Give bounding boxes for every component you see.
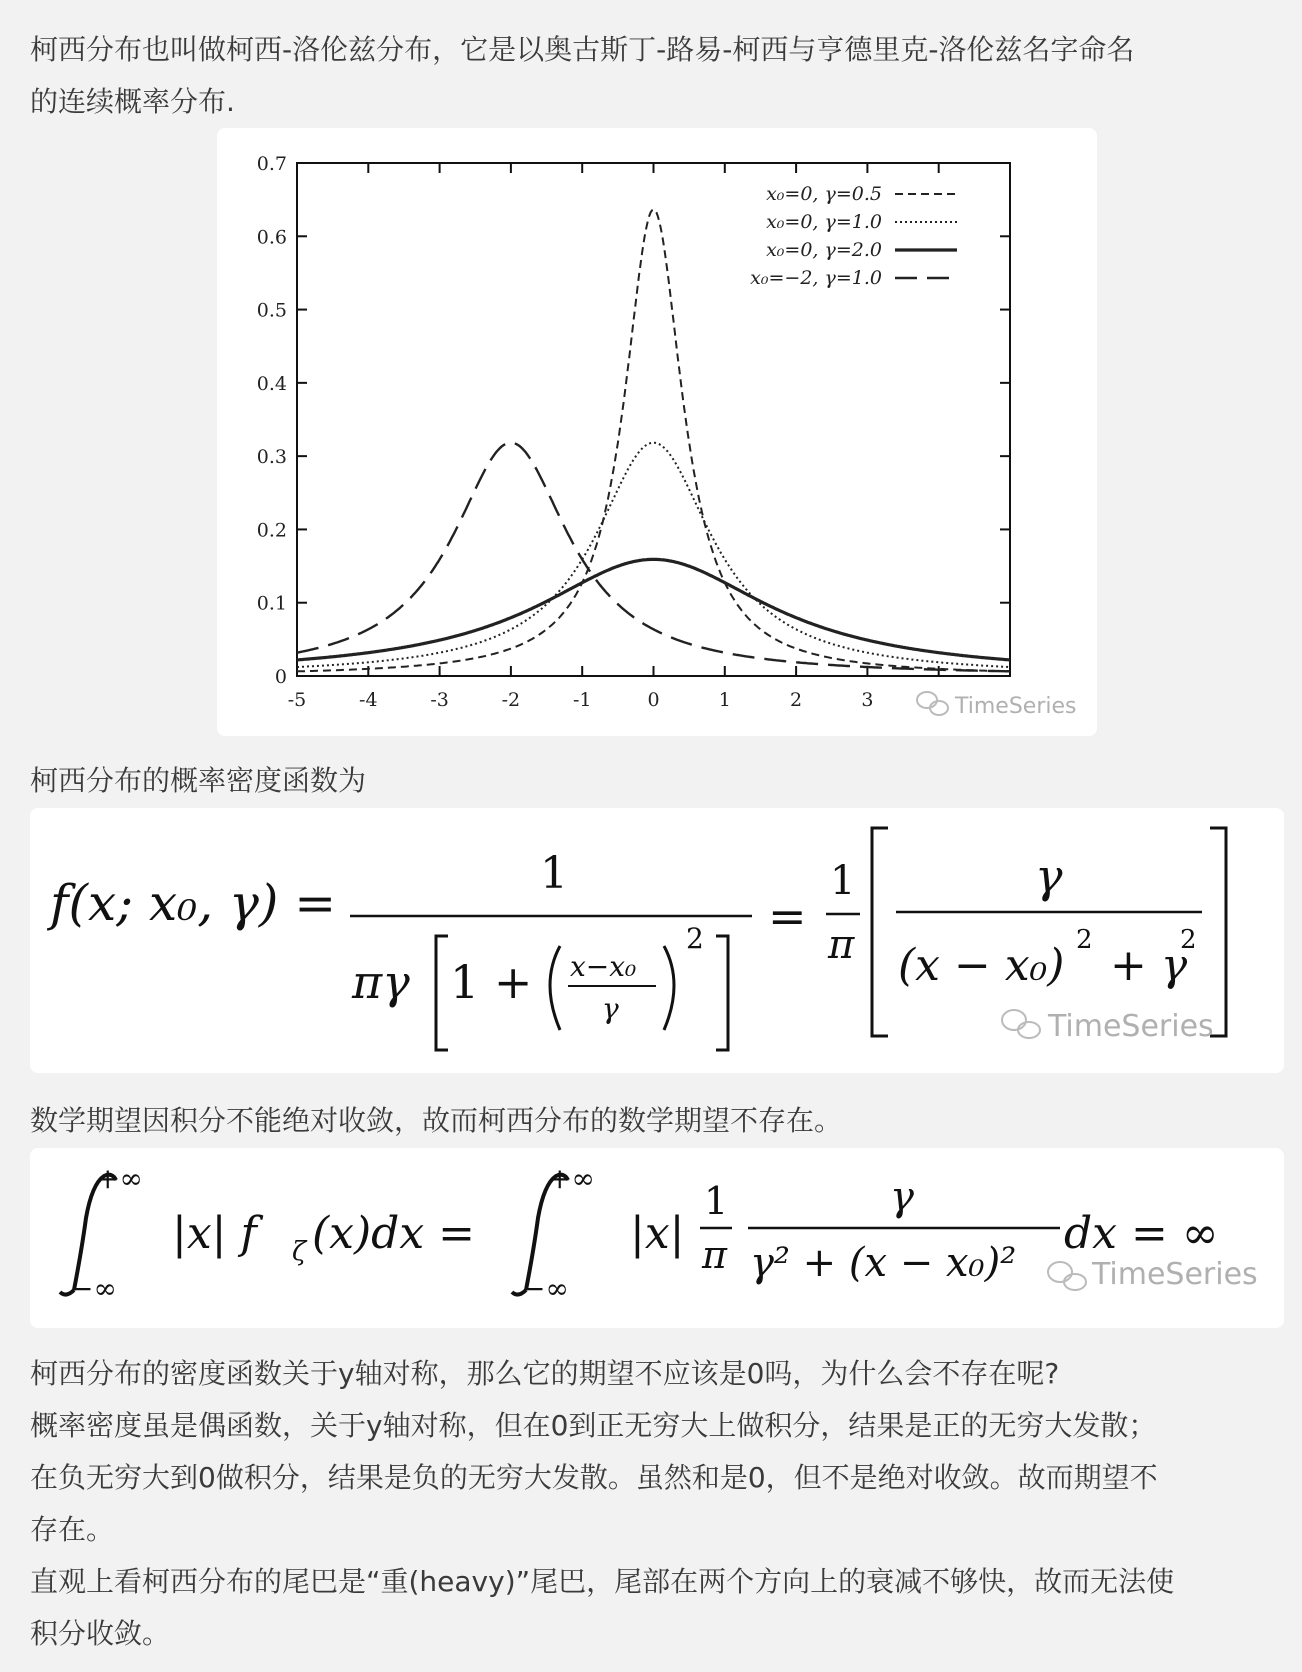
intro-line-2: 的连续概率分布. [30, 85, 235, 118]
formula2-one: 1 [704, 1179, 729, 1223]
integral1-lower: −∞ [70, 1272, 117, 1305]
formula1-square: 2 [686, 922, 704, 955]
y-tick-label: 0.2 [256, 519, 287, 542]
formula2-watermark: TimeSeries [1092, 1257, 1258, 1292]
series-line-2 [297, 443, 1010, 667]
integral1-upper: +∞ [96, 1162, 143, 1195]
intro-line-1: 柯西分布也叫做柯西-洛伦兹分布，它是以奥古斯丁-路易-柯西与亨德里克-洛伦兹名字命名 [30, 33, 1135, 66]
x-tick-label: -4 [359, 689, 378, 711]
formula2-body-1b: (x)dx = [312, 1208, 475, 1259]
closing-line-3: 在负无穷大到0做积分，结果是负的无穷大发散。虽然和是0，但不是绝对收敛。故而期望不 [30, 1461, 1158, 1494]
formula1-one: 1 [830, 858, 856, 904]
x-tick-label: -3 [430, 689, 449, 711]
y-tick-label: 0.3 [256, 446, 287, 469]
formula2-denominator: γ² + (x − x₀)² [750, 1240, 1017, 1286]
integral2-upper: +∞ [548, 1162, 595, 1195]
formula1-gamma: γ [1035, 849, 1063, 903]
y-tick-label: 0.4 [256, 372, 287, 395]
x-tick-label: 2 [790, 689, 803, 711]
y-tick-label: 0 [274, 666, 287, 688]
formula2-gamma: γ [890, 1174, 914, 1220]
formula1-plus-gamma: + γ [1110, 940, 1188, 991]
series-line-4 [297, 443, 1010, 672]
closing-line-4: 存在。 [30, 1513, 115, 1546]
legend-label: x₀=0, γ=1.0 [766, 211, 882, 233]
closing-line-1: 柯西分布的密度函数关于y轴对称，那么它的期望不应该是0吗，为什么会不存在呢? [30, 1357, 1060, 1390]
formula1-left-paren [550, 946, 560, 1030]
expectation-formula [30, 1148, 1284, 1328]
formula1-pi: π [828, 922, 855, 968]
formula1-equals: = [768, 889, 807, 943]
chart-watermark [917, 692, 1077, 719]
pdf-formula [30, 808, 1284, 1073]
x-tick-label: -2 [501, 689, 521, 711]
formula1-lhs: f(x; x₀, γ) = [50, 874, 337, 932]
formula1-right-bracket [716, 936, 728, 1050]
formula2-abs-x: |x| [630, 1208, 685, 1259]
y-tick-label: 0.7 [256, 153, 287, 175]
formula1-denominator: (x − x₀) [898, 940, 1065, 991]
y-tick-label: 0.5 [256, 299, 287, 322]
formula1-pi-gamma: πγ [352, 955, 410, 1009]
cauchy-chart-card [217, 128, 1097, 736]
legend-label: x₀=0, γ=2.0 [766, 239, 882, 261]
formula1-big-right-bracket [1210, 828, 1226, 1036]
x-tick-label: 0 [647, 689, 660, 711]
formula1-watermark: TimeSeries [1048, 1009, 1214, 1044]
formula2-pi: π [702, 1233, 727, 1277]
formula1-left-bracket [436, 936, 448, 1050]
y-tick-label: 0.6 [256, 226, 287, 249]
closing-line-6: 积分收敛。 [30, 1617, 171, 1650]
pdf-heading: 柯西分布的概率密度函数为 [30, 764, 367, 797]
expectation-formula-card [30, 1148, 1284, 1328]
x-tick-label: 1 [718, 689, 731, 711]
closing-line-2: 概率密度虽是偶函数，关于y轴对称，但在0到正无穷大上做积分，结果是正的无穷大发散； [30, 1409, 1157, 1442]
formula2-body-1: |x| f [172, 1208, 257, 1259]
x-tick-label: -1 [572, 689, 592, 711]
x-tick-label: 3 [861, 689, 874, 711]
series-line-3 [297, 559, 1010, 660]
plot-frame [297, 163, 1010, 676]
formula1-small-denominator: γ [602, 992, 619, 1025]
formula1-big-left-bracket [872, 828, 888, 1036]
integral2-lower: −∞ [522, 1272, 569, 1305]
x-tick-label: -5 [287, 689, 307, 711]
formula1-small-numerator: x−x₀ [570, 950, 637, 983]
closing-line-5: 直观上看柯西分布的尾巴是“重(heavy)”尾巴，尾部在两个方向上的衰减不够快，故而无法使 [30, 1565, 1175, 1598]
chart-watermark-text: TimeSeries [955, 694, 1077, 719]
formula1-denominator-square: 2 [1076, 925, 1093, 955]
formula2-zeta: ζ [292, 1237, 307, 1267]
expectation-heading: 数学期望因积分不能绝对收敛，故而柯西分布的数学期望不存在。 [30, 1104, 843, 1137]
legend-label: x₀=0, γ=0.5 [766, 183, 882, 205]
wechat-icon [917, 692, 948, 715]
formula1-right-paren [664, 946, 674, 1030]
formula1-one-plus: 1 + [450, 955, 533, 1009]
pdf-formula-card [30, 808, 1284, 1073]
wechat-icon [1048, 1262, 1086, 1290]
formula1-numerator: 1 [540, 848, 568, 899]
legend-label: x₀=−2, γ=1.0 [750, 267, 882, 289]
wechat-icon [1002, 1010, 1040, 1038]
cauchy-pdf-chart [217, 128, 1097, 736]
formula2-tail: dx = ∞ [1064, 1208, 1219, 1259]
y-tick-label: 0.1 [256, 592, 287, 615]
formula1-gamma-square: 2 [1180, 925, 1197, 955]
